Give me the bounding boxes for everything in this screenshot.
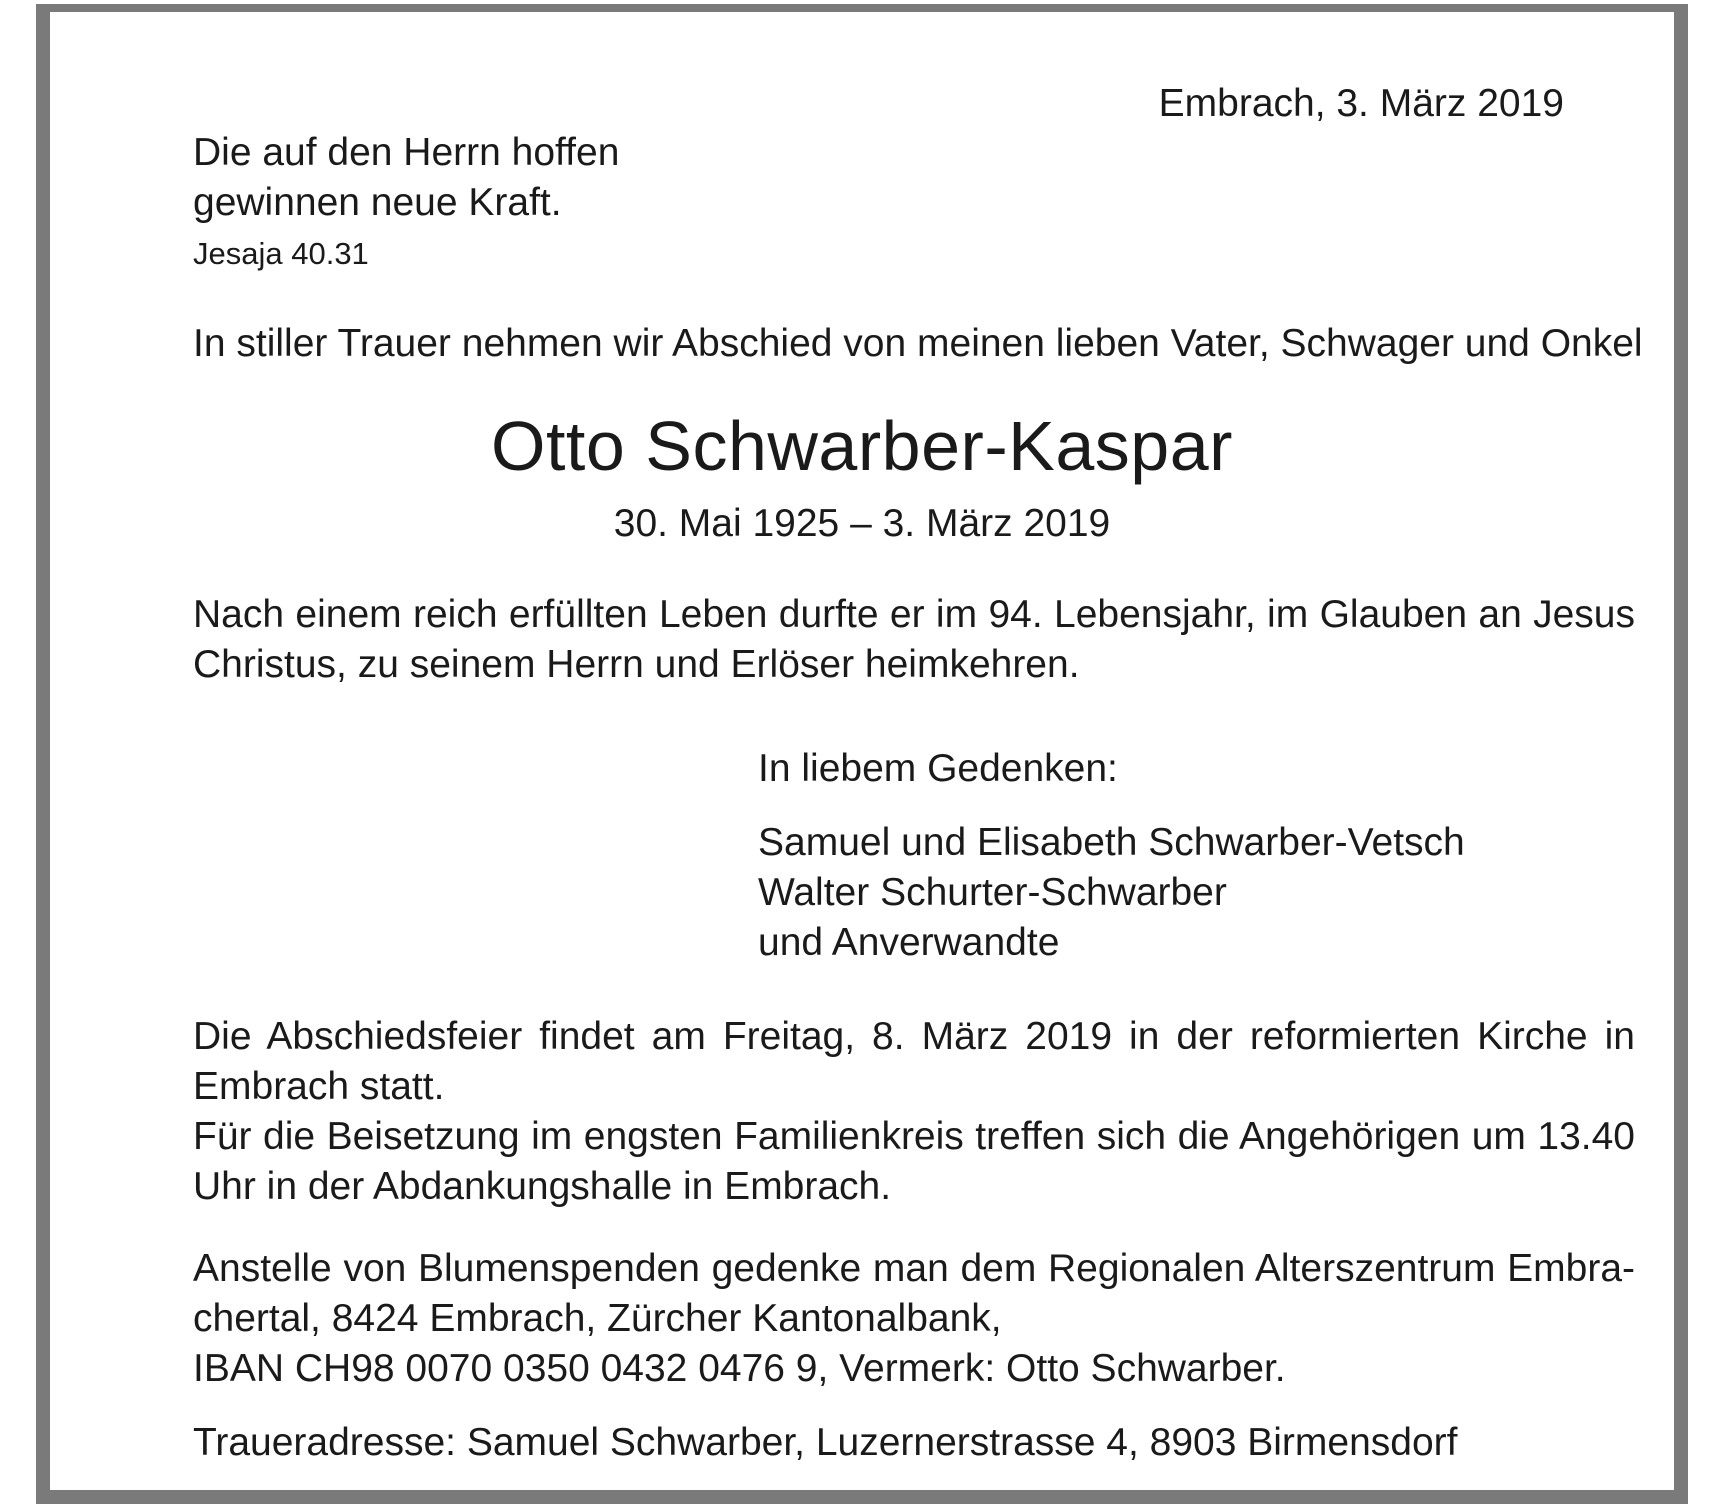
notice-frame (36, 4, 1688, 1504)
life-line: Nach einem reich erfüllten Leben durfte er im 94. Lebensjahr, im Glauben an Jesus (193, 593, 1635, 636)
place-date: Embrach, 3. März 2019 (1158, 82, 1564, 125)
mourner: und Anverwandte (758, 921, 1060, 964)
verse-reference: Jesaja 40.31 (193, 236, 369, 271)
service-line: Für die Beisetzung im engsten Familienkreis treffen sich die Angehörigen um 13.40 (193, 1115, 1635, 1158)
memorial-heading: In liebem Gedenken: (758, 747, 1118, 790)
life-line: Christus, zu seinem Herrn und Erlöser heimkehren. (193, 643, 1080, 686)
deceased-name: Otto Schwarber-Kaspar (491, 407, 1233, 485)
motto (193, 128, 619, 228)
service-line: Die Abschiedsfeier findet am Freitag, 8. März 2019 in der reformierten Kirche in (193, 1015, 1635, 1058)
intro-text: In stiller Trauer nehmen wir Abschied von meinen lieben Vater, Schwager und Onkel (193, 322, 1643, 365)
service-line: Uhr in der Abdankungshalle in Embrach. (193, 1165, 892, 1208)
mourners-list (758, 818, 1465, 968)
service-line: Embrach statt. (193, 1065, 445, 1108)
mourning-address (193, 1418, 1635, 1468)
life-paragraph (193, 590, 1635, 690)
donation-paragraph (193, 1244, 1635, 1394)
mourner: Samuel und Elisabeth Schwarber-Vetsch (758, 821, 1465, 864)
donation-line: Anstelle von Blumenspenden gedenke man dem Regionalen Alterszentrum Embra- (193, 1247, 1635, 1290)
donation-line: chertal, 8424 Embrach, Zürcher Kantonalbank, (193, 1297, 1002, 1340)
life-dates: 30. Mai 1925 – 3. März 2019 (613, 502, 1111, 545)
address-line: Traueradresse: Samuel Schwarber, Luzernerstrasse 4, 8903 Birmensdorf (193, 1421, 1458, 1464)
motto-line: Die auf den Herrn hoffen (193, 131, 620, 174)
mourner: Walter Schurter-Schwarber (758, 871, 1227, 914)
service-paragraph (193, 1012, 1635, 1212)
motto-line: gewinnen neue Kraft. (193, 181, 562, 224)
donation-line: IBAN CH98 0070 0350 0432 0476 9, Vermerk: Otto Schwarber. (193, 1347, 1286, 1390)
